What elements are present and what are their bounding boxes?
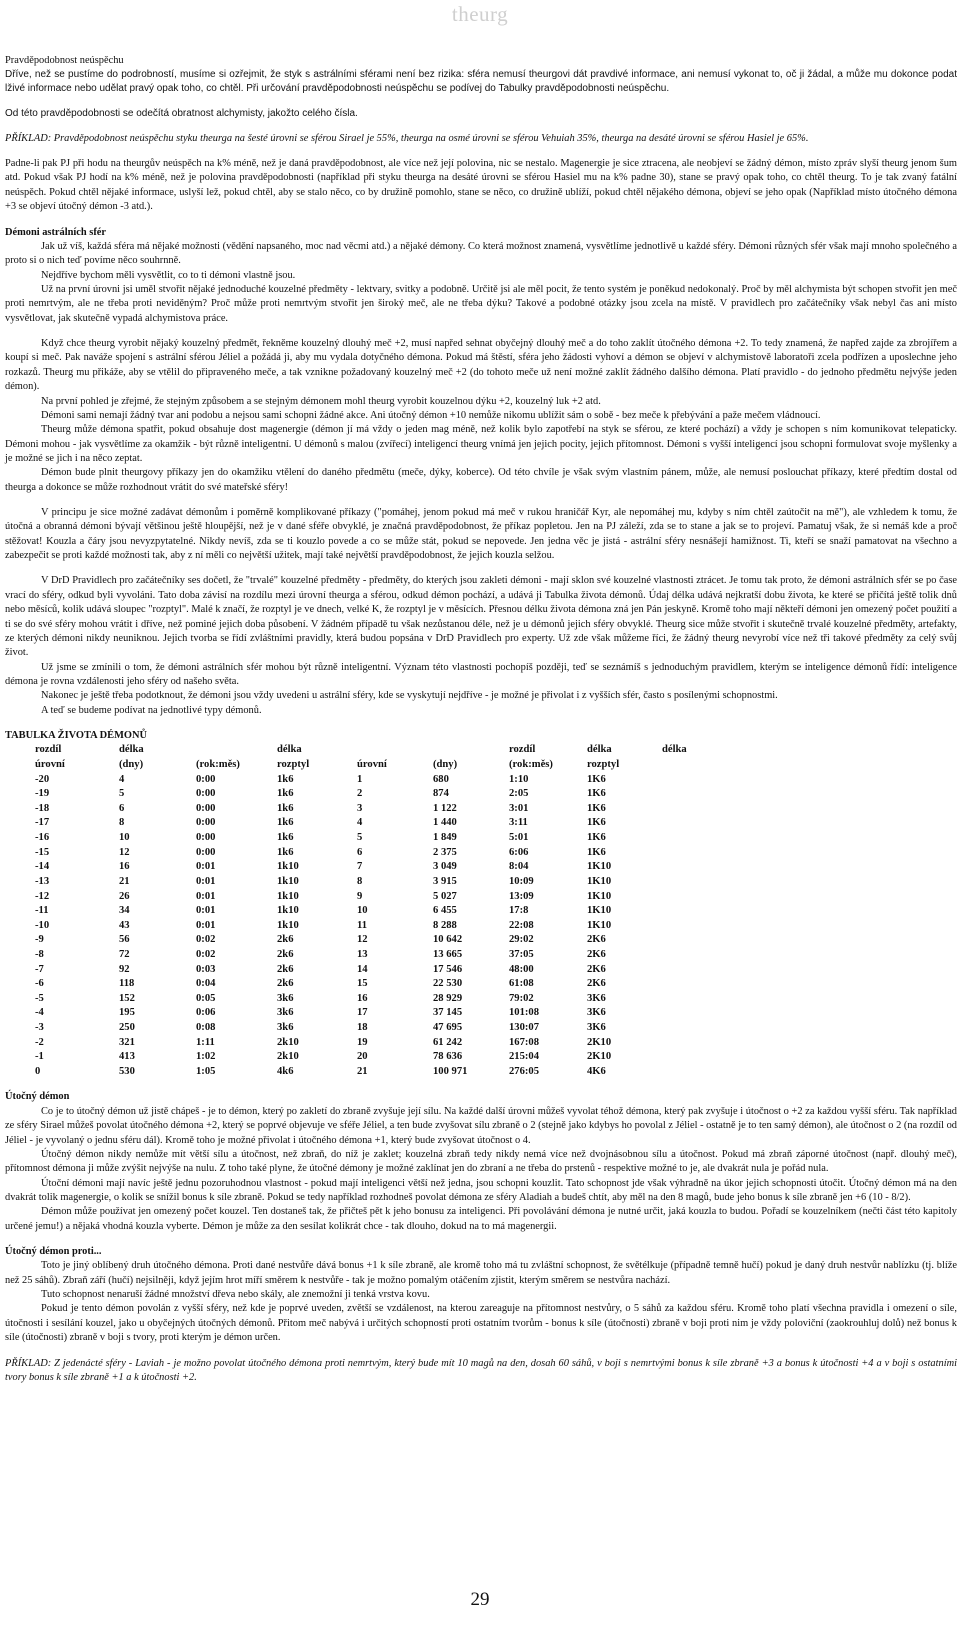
page-number: 29 xyxy=(470,1589,490,1610)
table-cell: 1k10 xyxy=(277,905,299,917)
table-cell: 2K6 xyxy=(587,978,606,990)
table-cell: délka xyxy=(587,744,612,756)
table-cell: 2k6 xyxy=(277,948,294,960)
table-cell: 0:01 xyxy=(196,890,216,902)
table-cell: délka xyxy=(277,744,302,756)
table-cell: 0:01 xyxy=(196,861,216,873)
table-cell: 3K6 xyxy=(587,1007,606,1019)
table-cell: 3K6 xyxy=(587,992,606,1004)
table-cell: 1:02 xyxy=(196,1051,216,1063)
table-cell: 0 xyxy=(35,1065,41,1077)
attack-vs-paragraph: Toto je jiný oblíbený druh útočného démona. Proti dané nestvůře dává bonus +1 k síle zbraně, ale kromě toho má tu zvláštní schopnost, že světélkuje (případně temně hučí) pokud je daný druh nestvůr nablízku (tj. blíže než 25 sáhů). Zbraň září (hučí) nejsilněji, když jejím hrot míří směrem k nestvůře - tak je možno pomalým otáčením zjistit, kterým směrem se nestvůra nachází. xyxy=(5,1260,957,1286)
demons-paragraph: V principu je sice možné zadávat démonům i poměrně komplikované příkazy ("pomáhej, jenom pokud má meč v rukou hraničář Kyr, ale nepomáhej mu, kdyby s ním chtěl zaútočit na mě"), ale vzhledem k tomu, že útočná a obranná démoni bývají většinou ještě hloupější, než je v dané sféře obvyklé, je značná pravděpodobnost, že příkaz popletou. Jen na PJ záleží, zda se to stane a jak se to projeví. Pamatuj však, že si nemáš kde a proč stěžovat! Kouzla a čáry jsou nevyzpytatelné. Nikdy nevíš, zda se ti kouzlo povede a co se může stát, pokud se nepovede. Jen jedna věc je jistá - astrální sféry nesnášejí hamižnost. Ti, kteří se snaží pamatovat na všechno a zabezpečit se proti každé možnosti tak, aby z ní měli co největší užitek, mají také největší pravděpodobnost, že jejich kouzla selžou. xyxy=(5,507,957,562)
table-cell xyxy=(662,1036,722,1051)
table-cell xyxy=(662,919,722,934)
table-cell: -18 xyxy=(35,802,50,814)
table-cell: 22:08 xyxy=(509,919,534,931)
table-cell: 1k10 xyxy=(277,875,299,887)
table-cell: 13 xyxy=(357,948,368,960)
table-cell: délka xyxy=(662,744,687,756)
table-cell: 78 636 xyxy=(433,1051,463,1063)
table-cell: 1k6 xyxy=(277,773,294,785)
demons-paragraph: Démon bude plnit theurgovy příkazy jen do okamžiku vtělení do daného předmětu (meče, dýky, koberce). Od této chvíle je však svým vlastním pánem, může, ale nemusí poslouchat příkazy, které předtím dostal od theurga a dokonce se může rozhodnout vrátit do své mateřské sféry! xyxy=(5,467,957,493)
table-cell: 26 xyxy=(119,890,130,902)
table-cell: 4 xyxy=(119,773,125,785)
table-cell: 4 xyxy=(357,817,363,829)
failure-example: PŘÍKLAD: Pravděpodobnost neúspěchu styku theurga na šesté úrovni se sférou Sirael je 55%, theurga na osmé úrovni se sférou Vehuiah 35%, theurga na desáté úrovni se sférou Hasiel je 65%. xyxy=(5,132,809,144)
table-cell xyxy=(662,948,722,963)
table-cell: -1 xyxy=(35,1051,44,1063)
table-row xyxy=(35,860,722,875)
table-cell: 1K6 xyxy=(587,788,606,800)
table-cell: 2k6 xyxy=(277,963,294,975)
table-header-row xyxy=(35,758,722,773)
table-cell: 10 642 xyxy=(433,934,463,946)
table-cell: 21 xyxy=(357,1065,368,1077)
table-cell: 13:09 xyxy=(509,890,534,902)
table-cell: 10 xyxy=(119,832,130,844)
table-cell: 12 xyxy=(119,846,130,858)
table-cell: 1K6 xyxy=(587,832,606,844)
table-row xyxy=(35,948,722,963)
table-cell: 2:05 xyxy=(509,788,529,800)
table-cell: 3:01 xyxy=(509,802,529,814)
table-cell: 34 xyxy=(119,905,130,917)
table-cell: (dny) xyxy=(433,759,458,771)
table-cell: 5 027 xyxy=(433,890,457,902)
table-row xyxy=(35,904,722,919)
table-cell xyxy=(662,758,722,773)
table-cell: 17 546 xyxy=(433,963,463,975)
demons-paragraph: V DrD Pravidlech pro začátečníky ses dočetl, že "trvalé" kouzelné předměty - předměty, do kterých jsou zakleti démoni - mají sklon své kouzelné vlastnosti ztrácet. Je tomu tak proto, že démoni astrálních sfér se po čase vrací do sféry, odkud byli vyvoláni. Tato doba závisí na rozdílu mezi úrovní theurga a sférou, odkud démon pochází, a udává ji Tabulka života démonů. Údaj délka udává nejkratší dobu života, ke které se přičítá ještě tolik dnů nebo měsíců, kolik udává sloupec "rozptyl". Malé k značí, že rozptyl je ve dnech, velké K, že rozptyl je v měsících. Přesnou délku života démona zná jen Pán jeskyně. Kromě toho mají někteří démoni jen omezený počet použití a ti se do své sféry mohou vrátit i dříve, než pominé jejich doba působení. V žádném případě tu však nezůstanou déle, než je u démonů jejich sféry obvyklé. Theurg sice může stvořit i skutečně trvalé kouzelné předměty, artefakty, ze kterých démoni nikdy neuniknou. Jejich tvorba se řídí zvláštními pravidly, která budou popsána v DrD Pravidlech pro experty. Už zde však můžeme říci, že žádný theurg nevyrobí více než tři takové předměty za celý svůj život. xyxy=(5,575,957,659)
table-cell: 1:11 xyxy=(196,1036,215,1048)
table-cell: 4K6 xyxy=(587,1065,606,1077)
table-cell: 17 xyxy=(357,1007,368,1019)
table-cell: 6 xyxy=(357,846,363,858)
table-cell: 0:02 xyxy=(196,948,216,960)
table-cell: 1K6 xyxy=(587,846,606,858)
table-cell xyxy=(662,890,722,905)
table-cell: 2K6 xyxy=(587,948,606,960)
table-cell: 0:01 xyxy=(196,905,216,917)
table-cell: 6:06 xyxy=(509,846,529,858)
table-cell: 3k6 xyxy=(277,1007,294,1019)
table-cell: 6 xyxy=(119,802,125,814)
table-cell: 0:00 xyxy=(196,832,216,844)
demons-paragraph: Theurg může démona spatřit, pokud obsahuje dost magenergie (démon jí má vždy o jeden mag méně, než kolik bylo zapotřebí na styk se sférou, ze které pochází) a vždy je schopen s ním komunikovat telepaticky. Démoni mohou - jak vysvětlíme za okamžik - být různě inteligentní. U démonů s malou (zvířecí) inteligencí theurg vnímá jen jejich pocity, jejich přítomnost. Démoni s vyšší inteligencí jsou schopni formulovat svoje myšlenky a je možné se jich i na něco zeptat. xyxy=(5,424,957,464)
table-cell: 1k6 xyxy=(277,802,294,814)
table-cell xyxy=(662,773,722,788)
table-cell: 4k6 xyxy=(277,1065,294,1077)
table-cell: 3 049 xyxy=(433,861,457,873)
table-cell: 3k6 xyxy=(277,1021,294,1033)
failure-paragraph: Padne-li pak PJ při hodu na theurgův neúspěch na k% méně, než je daná pravděpodobnost, ale více než její polovina, nic se nestalo. Magenergie je sice ztracena, ale neobjeví se žádný démon, místo zpráv slyší theurg jenom šum atd. Pokud však PJ hodí na k% méně, než je polovina pravděpodobnosti (například při styku theurga na desáté úrovni se sférou Hasiel mu na k% padne 30), stane se pravý opak toho, co chtěl theurg. To je tak zvaný fatální neúspěch. Pokud chtěl nějaké informace, uslyší lež, pokud chtěl, aby se stalo něco, co by družině pomohlo, stane se něco, co družině ublíží, pokud chtěl nějakého démona, objeví se jeho opak (Například místo útočného démona +3 se objeví útočný démon -3 atd.). xyxy=(5,158,957,213)
table-cell: 21 xyxy=(119,875,130,887)
table-cell xyxy=(662,977,722,992)
table-cell: 56 xyxy=(119,934,130,946)
table-cell: 17:8 xyxy=(509,905,529,917)
table-cell: 14 xyxy=(357,963,368,975)
table-cell xyxy=(662,875,722,890)
table-cell: 250 xyxy=(119,1021,135,1033)
table-row xyxy=(35,992,722,1007)
attack-paragraph: Co je to útočný démon už jistě chápeš - je to démon, který po zakletí do zbraně zvyšuje její sílu. Na každé další úrovni můžeš vyvolat téhož démona, který pak zvyšuje i útočnost o +2 za každou vyšší sféru. Tak například ze sféry Sirael můžeš povolat útočného démona +2, který se poprvé objevuje ve sféře Jéliel, a ten bude zvyšovat sílu zbraně o 2 (stejně jako kdybys ho povolal z Jéliel - ostatně je to ten samý démon), ale útočnost o 2 (na rozdíl od Jéliel - je vyvolaný o jednu sféru dál). Kromě toho je možné přivolat i útočného démona +1, který bude zvyšovat útočnost o 4. xyxy=(5,1105,957,1146)
table-cell: 22 530 xyxy=(433,978,463,990)
table-cell: 6 455 xyxy=(433,905,457,917)
table-cell: 28 929 xyxy=(433,992,463,1004)
table-row xyxy=(35,919,722,934)
table-cell: 0:00 xyxy=(196,817,216,829)
table-row xyxy=(35,787,722,802)
table-row xyxy=(35,802,722,817)
attack-paragraph: Útoční démoni mají navíc ještě jednu pozoruhodnou vlastnost - pokud mají inteligenci větší než jedna, jsou schopni kouzlit. Tato schopnost jde však výhradně na úkor jejich schopnosti útočit. Útočný démon má na den dvakrát tolik magenergie, o kolik se snížil bonus k síle zbraně. Pokud se tedy například rozhodneš povolat démona ze sféry Aladiah a budeš chtít, aby měl na den 8 magů, bude jeho bonus k síle zbraně jen +6 (10 - 8/2). xyxy=(5,1177,957,1203)
table-cell: -16 xyxy=(35,832,50,844)
table-cell: 9 xyxy=(357,890,363,902)
table-cell: 2K10 xyxy=(587,1036,612,1048)
demons-paragraph: Nejdříve bychom měli vysvětlit, co to ti démoni vlastně jsou. xyxy=(41,269,296,281)
table-cell: 1K6 xyxy=(587,817,606,829)
demon-life-table xyxy=(35,743,722,1079)
failure-paragraph: Dříve, než se pustíme do podrobností, musíme si ozřejmit, že styk s astrálními sférami není bez rizika: sféra nemusí theurgovi dát pravdivé informace, ani nemusí vykonat to, oč ji žádal, a může mu dokonce podat lživé informace nebo udělat pravý opak toho, co chtěl. Při určování pravděpodobnosti neúspěchu se podívej do Tabulky pravděpodobnosti neúspěchu. xyxy=(5,69,957,95)
table-cell xyxy=(662,831,722,846)
table-row xyxy=(35,890,722,905)
table-cell: 1K10 xyxy=(587,890,612,902)
table-cell: -15 xyxy=(35,846,50,858)
table-cell: 0:01 xyxy=(196,875,216,887)
table-cell: -20 xyxy=(35,773,50,785)
table-header-row xyxy=(35,743,722,758)
table-cell: 0:03 xyxy=(196,963,216,975)
table-row xyxy=(35,1021,722,1036)
demons-paragraph: Už na první úrovni jsi uměl stvořit nějaké jednoduché kouzelné předměty - lektvary, svitky a podobně. Určitě jsi ale měl pocit, že tento systém je poněkud nedokonalý. Proč by měl alchymista být schopen stvořit jen meč proti nemrtvým, ale ne třeba proti neviděným? Proč může proti nemrtvým stvořit jen široký meč, ale ne třeba dýku? Takové a podobné otázky jsou zcela na místě. V pravidlech pro začátečníky však nebyl čas ani místo vysvětlovat, jak skutečně vypadá alchymistova práce. xyxy=(5,283,957,324)
table-cell: 1 122 xyxy=(433,802,457,814)
demons-paragraph: Když chce theurg vyrobit nějaký kouzelný předmět, řekněme kouzelný dlouhý meč +2, musí napřed sehnat obyčejný dlouhý meč a do toho zaklít útočného démona +2. To tedy znamená, že napřed zajde za zbrojířem a koupí si meč. Pak naváže spojení s astrální sférou Jéliel a požádá ji, aby mu vydala dotyčného démona. Pokud má štěstí, sféra jeho žádosti vyhoví a démon se objeví v alchymistově laboratoři zcela podřízen a uposlechne jeho rozkazů. Theurg mu přikáže, aby se vtělil do připraveného meče, a tak vznikne požadovaný kouzelný meč +2 (do tohoto meče už není možné zaklít žádného dalšího démona. Platí pravidlo - do jednoho předmětu nejvýše jeden démon). xyxy=(5,338,957,393)
table-cell: 195 xyxy=(119,1007,135,1019)
table-cell: -4 xyxy=(35,1007,44,1019)
table-cell: 29:02 xyxy=(509,934,534,946)
attack-paragraph: Démon může používat jen omezený počet kouzel. Ten dostaneš tak, že přičteš pět k jeho bonusu za inteligenci. Při povolávání démona je nutné určit, jaká kouzla to budou. Pořadí se kouzelníkem (nečti část této kapitoly určené jemu!) a nějaká vhodná kouzla vyberte. Démon je může za den sesílat kolikrát chce - tak dlouho, dokud na to má magenergii. xyxy=(5,1206,957,1232)
table-cell xyxy=(662,816,722,831)
table-cell xyxy=(662,1006,722,1021)
table-cell: 92 xyxy=(119,963,130,975)
table-cell: 0:00 xyxy=(196,773,216,785)
table-row xyxy=(35,1006,722,1021)
table-row xyxy=(35,977,722,992)
table-cell: 37 145 xyxy=(433,1007,463,1019)
table-cell: 3 915 xyxy=(433,875,457,887)
table-cell: 7 xyxy=(357,861,363,873)
table-cell: úrovní xyxy=(35,759,65,771)
table-cell: rozptyl xyxy=(277,759,310,771)
table-cell: 19 xyxy=(357,1036,368,1048)
attack-vs-example: PŘÍKLAD: Z jedenácté sféry - Laviah - je možno povolat útočného démona proti nemrtvým, který bude mít 10 magů na den, dosah 60 sáhů, v boji s nemrtvými bonus k síle zbraně +3 a bonus k útočnosti +4 a v boji s ostatními tvory bonus k síle zbraně +1 a k útočnosti +2. xyxy=(5,1357,957,1383)
table-cell xyxy=(662,933,722,948)
table-cell: 1K6 xyxy=(587,802,606,814)
table-cell: 1:10 xyxy=(509,773,529,785)
table-row xyxy=(35,875,722,890)
table-cell: 0:00 xyxy=(196,802,216,814)
attack-vs-paragraph: Tuto schopnost nenaruší žádné množství dřeva nebo skály, ale znemožní ji tenká vrstva kovu. xyxy=(41,1289,430,1301)
table-cell: 1 440 xyxy=(433,817,457,829)
table-cell: (rok:měs) xyxy=(196,759,240,771)
table-cell: rozdíl xyxy=(509,744,536,756)
table-cell: -11 xyxy=(35,905,49,917)
table-cell: 13 665 xyxy=(433,948,463,960)
table-cell: 1k6 xyxy=(277,817,294,829)
table-cell: 118 xyxy=(119,978,135,990)
table-cell xyxy=(662,1050,722,1065)
table-cell: 8 xyxy=(119,817,125,829)
table-cell: 100 971 xyxy=(433,1065,468,1077)
table-cell xyxy=(662,787,722,802)
table-cell: 10 xyxy=(357,905,368,917)
attack-vs-paragraph: Pokud je tento démon povolán z vyšší sféry, než kde je poprvé uveden, zvětší se vzdálenost, na kterou zareaguje na přítomnost nestvůry, o 5 sáhů za každou sféru. Kromě toho platí všechna pravidla i omezení o síle, útočnosti i sesílání kouzel, jako u obyčejných útočných démonů. Přitom meč nabývá i určitých schopností proti ostatním tvorům - bonus k síle (útočnosti) zbraně v boji proti nim je vždy poloviční (zaokrouhluj dolů) než bonus k síle (útočnosti) zbraně v boji s tvory, proti kterým je démon určen. xyxy=(5,1303,957,1344)
table-row xyxy=(35,1036,722,1051)
life-table-title: TABULKA ŽIVOTA DÉMONŮ xyxy=(5,730,148,742)
table-cell xyxy=(662,1065,722,1080)
table-cell: 215:04 xyxy=(509,1051,540,1063)
table-cell: 72 xyxy=(119,948,130,960)
table-cell: 0:08 xyxy=(196,1021,216,1033)
table-cell: 680 xyxy=(433,773,449,785)
table-cell: -13 xyxy=(35,875,50,887)
table-cell: 0:05 xyxy=(196,992,216,1004)
table-cell: -14 xyxy=(35,861,50,873)
table-cell: 0:06 xyxy=(196,1007,216,1019)
table-cell: 61:08 xyxy=(509,978,534,990)
table-row xyxy=(35,816,722,831)
table-cell: 1 xyxy=(357,773,363,785)
table-cell: 530 xyxy=(119,1065,135,1077)
table-cell: 16 xyxy=(119,861,130,873)
demons-paragraph: Nakonec je ještě třeba podotknout, že démoni jsou vždy uvedeni u astrální sféry, kde se vyskytují nejdříve - je možné je přivolat i z vyšších sfér, často s posílenými schopnostmi. xyxy=(41,690,778,702)
table-cell: 2k10 xyxy=(277,1051,299,1063)
failure-paragraph: Od této pravděpodobnosti se odečítá obratnost alchymisty, jakožto celého čísla. xyxy=(5,107,358,119)
table-cell: 1K6 xyxy=(587,773,606,785)
table-cell: -12 xyxy=(35,890,50,902)
table-cell: 3k6 xyxy=(277,992,294,1004)
table-cell xyxy=(662,963,722,978)
table-cell: (dny) xyxy=(119,759,144,771)
section-title-failure: Pravděpodobnost neúspěchu xyxy=(5,55,124,66)
table-cell xyxy=(196,743,277,758)
table-cell: 1K10 xyxy=(587,905,612,917)
table-cell: 1k10 xyxy=(277,919,299,931)
table-cell xyxy=(433,743,509,758)
table-cell: úrovní xyxy=(357,759,387,771)
table-cell xyxy=(662,860,722,875)
table-cell: 2K10 xyxy=(587,1051,612,1063)
table-cell: 1k6 xyxy=(277,846,294,858)
table-cell: 1k10 xyxy=(277,861,299,873)
table-cell: 3K6 xyxy=(587,1021,606,1033)
table-cell: -7 xyxy=(35,963,44,975)
table-cell: 2K6 xyxy=(587,963,606,975)
table-cell: -17 xyxy=(35,817,50,829)
page-header: theurg xyxy=(451,2,509,26)
table-cell: 2K6 xyxy=(587,934,606,946)
table-cell: 276:05 xyxy=(509,1065,540,1077)
table-cell: 1 849 xyxy=(433,832,457,844)
table-cell: 152 xyxy=(119,992,135,1004)
table-cell: 0:00 xyxy=(196,846,216,858)
table-cell: -5 xyxy=(35,992,44,1004)
demons-paragraph: Už jsme se zmínili o tom, že démoni astrálních sfér mohou být různě inteligentní. Význam této vlastnosti pochopíš později, teď se seznámíš s jednoduchým pravidlem, kterým se inteligence démonů řídí: inteligence démona je rovna vzdálenosti jeho sféry od našeho světa. xyxy=(5,661,957,687)
table-cell: 48:00 xyxy=(509,963,534,975)
table-cell: 3 xyxy=(357,802,363,814)
table-cell: -3 xyxy=(35,1021,44,1033)
table-row xyxy=(35,773,722,788)
table-cell xyxy=(662,992,722,1007)
table-cell: 2k6 xyxy=(277,978,294,990)
table-cell: -8 xyxy=(35,948,44,960)
table-cell xyxy=(662,904,722,919)
table-cell: 5 xyxy=(357,832,363,844)
table-cell: 5:01 xyxy=(509,832,529,844)
table-cell: rozdíl xyxy=(35,744,62,756)
demons-paragraph: Jak už víš, každá sféra má nějaké možnosti (vědění napsaného, moc nad věcmi atd.) a nějaké démony. Co která možnost znamená, vysvětlíme jednotlivě u každé sféry. Démoni různých sfér však mají mnoho společného a proto si o nich teď povíme něco souhrnně. xyxy=(5,240,957,267)
table-cell: 16 xyxy=(357,992,368,1004)
table-cell: 37:05 xyxy=(509,948,534,960)
table-cell: 167:08 xyxy=(509,1036,540,1048)
table-cell: 1k6 xyxy=(277,832,294,844)
table-cell: 321 xyxy=(119,1036,135,1048)
table-cell: 15 xyxy=(357,978,368,990)
attack-paragraph: Útočný démon nikdy nemůže mít větší sílu a útočnost, než zbraň, do níž je zaklet; kouzelná zbraň tedy nikdy nemá více než dvojnásobnou sílu a útočnost. Pokud má zbraň záporné útočnost (např. dlouhý meč), přítomnost démona ji může zvýšit nejvýše na nulu. Z toho také plyne, že útočné démony je možné zaklínat jen do zbraní a ne třeba do prstenů - respektive možné to je, ale dvakrát nula je pořád nula. xyxy=(5,1148,957,1175)
table-cell: (rok:měs) xyxy=(509,759,553,771)
table-row xyxy=(35,1065,722,1080)
table-cell: -10 xyxy=(35,919,50,931)
table-row xyxy=(35,846,722,861)
table-cell: 0:00 xyxy=(196,788,216,800)
table-row xyxy=(35,1050,722,1065)
table-cell: 1:05 xyxy=(196,1065,216,1077)
section-title-demons: Démoni astrálních sfér xyxy=(5,226,107,238)
table-cell: rozptyl xyxy=(587,759,620,771)
demons-paragraph: Démoni sami nemají žádný tvar ani podobu a nejsou sami schopni žádné akce. Ani útočný démon +10 nemůže nikomu ublížit sám o sobě - bez meče k přebývání a paže mečem vládnoucí. xyxy=(41,409,821,421)
table-cell: -19 xyxy=(35,788,50,800)
table-row xyxy=(35,933,722,948)
table-cell: -2 xyxy=(35,1036,44,1048)
table-cell xyxy=(662,846,722,861)
table-cell: 43 xyxy=(119,919,130,931)
table-cell: 1K10 xyxy=(587,875,612,887)
table-cell: 20 xyxy=(357,1051,368,1063)
table-cell: -9 xyxy=(35,934,44,946)
demons-paragraph: A teď se budeme podívat na jednotlivé typy démonů. xyxy=(41,704,262,716)
table-cell: 8 xyxy=(357,875,363,887)
table-cell: 2 375 xyxy=(433,846,457,858)
table-cell: 8:04 xyxy=(509,861,529,873)
table-cell: 0:04 xyxy=(196,978,216,990)
table-cell xyxy=(357,743,433,758)
table-cell: 11 xyxy=(357,919,368,931)
table-cell: 1k6 xyxy=(277,788,294,800)
table-cell: délka xyxy=(119,744,144,756)
table-cell: 2 xyxy=(357,788,363,800)
table-cell: 18 xyxy=(357,1021,368,1033)
table-cell: 47 695 xyxy=(433,1021,463,1033)
section-title-attack: Útočný démon xyxy=(5,1091,70,1103)
table-row xyxy=(35,831,722,846)
table-cell: 1K10 xyxy=(587,861,612,873)
table-cell: 0:01 xyxy=(196,919,216,931)
demons-paragraph: Na první pohled je zřejmé, že stejným způsobem a se stejným démonem mohl theurg vyrobit kouzelnou dýku +2, kouzelný luk +2 atd. xyxy=(41,395,601,407)
table-cell: 79:02 xyxy=(509,992,534,1004)
table-cell: 1k10 xyxy=(277,890,299,902)
table-cell: 61 242 xyxy=(433,1036,463,1048)
table-cell: -6 xyxy=(35,978,44,990)
table-cell: 101:08 xyxy=(509,1007,540,1019)
table-cell: 2k6 xyxy=(277,934,294,946)
table-cell: 5 xyxy=(119,788,125,800)
table-cell: 1K10 xyxy=(587,919,612,931)
table-cell xyxy=(662,1021,722,1036)
table-cell: 8 288 xyxy=(433,919,457,931)
table-cell: 12 xyxy=(357,934,368,946)
page-content xyxy=(5,54,957,1385)
table-cell: 130:07 xyxy=(509,1021,540,1033)
table-cell: 413 xyxy=(119,1051,135,1063)
table-cell: 10:09 xyxy=(509,875,534,887)
table-row xyxy=(35,963,722,978)
table-cell xyxy=(662,802,722,817)
table-cell: 874 xyxy=(433,788,449,800)
section-title-attack-vs: Útočný démon proti... xyxy=(5,1246,102,1258)
table-cell: 0:02 xyxy=(196,934,216,946)
table-cell: 2k10 xyxy=(277,1036,299,1048)
table-cell: 3:11 xyxy=(509,817,528,829)
